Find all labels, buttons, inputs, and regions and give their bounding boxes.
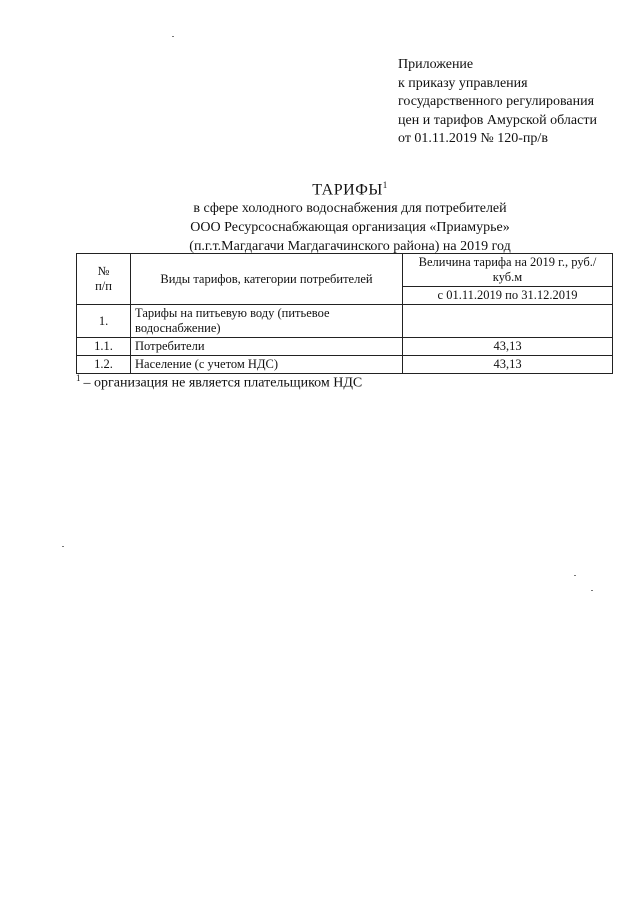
table-row [77,305,613,338]
row-value: 43,13 [403,338,613,356]
appendix-line: Приложение [398,57,474,72]
title-line: ООО Ресурсоснабжающая организация «Приамурье» [190,220,510,236]
table-row [77,356,613,374]
row-value: 43,13 [403,356,613,374]
row-kind: Тарифы на питьевую воду (питьевое водоснабжение) [131,305,403,338]
tariff-table [76,253,613,374]
scan-speck [574,575,576,576]
footnote-text: – организация не является плательщиком НДС [83,375,363,391]
row-num: 1.2. [77,356,131,374]
title-footnote-mark: 1 [382,180,388,190]
appendix-line: государственного регулирования [398,94,595,109]
scan-speck [591,590,593,591]
header-value: Величина тарифа на 2019 г., руб./куб.м [403,254,613,287]
row-value [403,305,613,338]
scan-speck [172,36,174,37]
header-kind: Виды тарифов, категории потребителей [131,254,403,305]
row-num: 1. [77,305,131,338]
scan-speck [62,546,64,547]
title-line: (п.г.т.Магдагачи Магдагачинского района) на 2019 год [189,239,511,255]
row-kind: Население (с учетом НДС) [131,356,403,374]
title-main [0,176,640,199]
appendix-line: к приказу управления [398,75,528,91]
footnote-mark: 1 [76,373,81,383]
row-num: 1.1. [77,338,131,356]
table-row [77,338,613,356]
appendix-line: от 01.11.2019 № 120-пр/в [398,131,548,146]
header-num: № п/п [77,254,131,305]
header-period: с 01.11.2019 по 31.12.2019 [403,287,613,305]
footnote [76,373,362,392]
appendix-block [398,56,597,149]
title-word: ТАРИФЫ [312,181,383,199]
title-line: в сфере холодного водоснабжения для потребителей [193,201,507,217]
table-header-row [77,254,613,287]
document-title [0,176,640,256]
row-kind: Потребители [131,338,403,356]
appendix-line: цен и тарифов Амурской области [398,112,597,128]
